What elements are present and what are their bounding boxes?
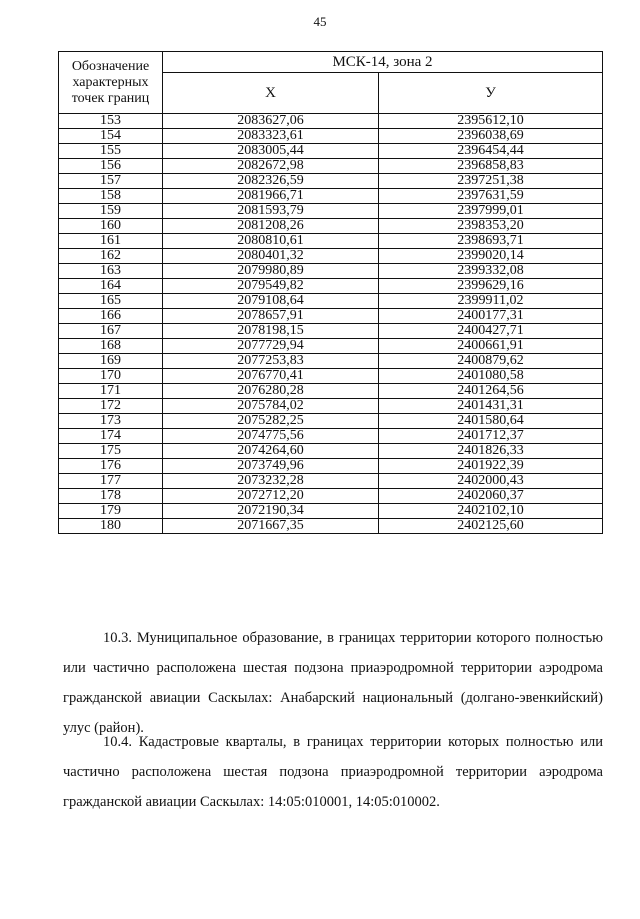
- table-row: [59, 489, 603, 504]
- table-row: [59, 219, 603, 234]
- x-cell: 2079549,82: [163, 279, 379, 294]
- table-row: [59, 189, 603, 204]
- y-cell: 2397251,38: [379, 174, 603, 189]
- x-cell: 2078657,91: [163, 309, 379, 324]
- y-cell: 2396858,83: [379, 159, 603, 174]
- table-row: [59, 174, 603, 189]
- x-cell: 2074775,56: [163, 429, 379, 444]
- x-cell: 2073232,28: [163, 474, 379, 489]
- y-cell: 2399629,16: [379, 279, 603, 294]
- point-id-cell: 159: [59, 204, 163, 219]
- table-row: [59, 234, 603, 249]
- x-cell: 2072712,20: [163, 489, 379, 504]
- point-id-cell: 168: [59, 339, 163, 354]
- paragraph-cadastral-quarters: 10.4. Кадастровые кварталы, в границах территории которых полностью или частично расположена шестая подзона приаэродромной территории аэродрома гражданской авиации Саскылах: 14:05:010001, 14:05:010002.: [63, 734, 603, 810]
- point-id-cell: 172: [59, 399, 163, 414]
- x-cell: 2081966,71: [163, 189, 379, 204]
- point-id-cell: 176: [59, 459, 163, 474]
- point-id-cell: 171: [59, 384, 163, 399]
- x-cell: 2082326,59: [163, 174, 379, 189]
- y-cell: 2400661,91: [379, 339, 603, 354]
- x-cell: 2081593,79: [163, 204, 379, 219]
- table-row: [59, 294, 603, 309]
- y-cell: 2402060,37: [379, 489, 603, 504]
- point-id-cell: 162: [59, 249, 163, 264]
- y-cell: 2396038,69: [379, 129, 603, 144]
- point-id-cell: 164: [59, 279, 163, 294]
- table-row: [59, 249, 603, 264]
- y-cell: 2400427,71: [379, 324, 603, 339]
- x-cell: 2077253,83: [163, 354, 379, 369]
- table-row: [59, 384, 603, 399]
- y-cell: 2401264,56: [379, 384, 603, 399]
- x-cell: 2080810,61: [163, 234, 379, 249]
- point-id-cell: 161: [59, 234, 163, 249]
- table-row: [59, 159, 603, 174]
- y-cell: 2399911,02: [379, 294, 603, 309]
- y-cell: 2401922,39: [379, 459, 603, 474]
- x-cell: 2083627,06: [163, 114, 379, 129]
- x-cell: 2082672,98: [163, 159, 379, 174]
- point-id-cell: 154: [59, 129, 163, 144]
- y-cell: 2398353,20: [379, 219, 603, 234]
- x-cell: 2074264,60: [163, 444, 379, 459]
- y-cell: 2400177,31: [379, 309, 603, 324]
- y-cell: 2396454,44: [379, 144, 603, 159]
- table-row: [59, 354, 603, 369]
- x-cell: 2083323,61: [163, 129, 379, 144]
- y-cell: 2397999,01: [379, 204, 603, 219]
- x-cell: 2073749,96: [163, 459, 379, 474]
- table-row: [59, 204, 603, 219]
- point-id-cell: 179: [59, 504, 163, 519]
- point-id-cell: 167: [59, 324, 163, 339]
- y-cell: 2402102,10: [379, 504, 603, 519]
- point-id-cell: 175: [59, 444, 163, 459]
- table-row: [59, 399, 603, 414]
- y-cell: 2402000,43: [379, 474, 603, 489]
- y-cell: 2399332,08: [379, 264, 603, 279]
- paragraph-municipality: 10.3. Муниципальное образование, в границах территории которого полностью или частично расположена шестая подзона приаэродромной территории аэродрома гражданской авиации Саскылах: Анабарский национальный (долгано-эвенкийский) улус (район).: [63, 630, 603, 736]
- point-id-cell: 158: [59, 189, 163, 204]
- table-row: [59, 504, 603, 519]
- table-row: [59, 144, 603, 159]
- x-cell: 2079980,89: [163, 264, 379, 279]
- y-cell: 2398693,71: [379, 234, 603, 249]
- x-cell: 2075784,02: [163, 399, 379, 414]
- x-cell: 2081208,26: [163, 219, 379, 234]
- point-id-cell: 174: [59, 429, 163, 444]
- header-point-designation: Обозначение характерных точек границ: [59, 52, 163, 114]
- header-x: X: [163, 73, 379, 114]
- point-id-cell: 177: [59, 474, 163, 489]
- point-id-cell: 180: [59, 519, 163, 534]
- y-cell: 2401080,58: [379, 369, 603, 384]
- point-id-cell: 153: [59, 114, 163, 129]
- table-row: [59, 474, 603, 489]
- table-row: [59, 459, 603, 474]
- x-cell: 2079108,64: [163, 294, 379, 309]
- y-cell: 2401580,64: [379, 414, 603, 429]
- x-cell: 2071667,35: [163, 519, 379, 534]
- y-cell: 2397631,59: [379, 189, 603, 204]
- table-row: [59, 444, 603, 459]
- table-row: [59, 339, 603, 354]
- point-id-cell: 169: [59, 354, 163, 369]
- y-cell: 2395612,10: [379, 114, 603, 129]
- y-cell: 2401431,31: [379, 399, 603, 414]
- point-id-cell: 165: [59, 294, 163, 309]
- x-cell: 2080401,32: [163, 249, 379, 264]
- y-cell: 2401712,37: [379, 429, 603, 444]
- point-id-cell: 157: [59, 174, 163, 189]
- table-row: [59, 429, 603, 444]
- point-id-cell: 170: [59, 369, 163, 384]
- point-id-cell: 173: [59, 414, 163, 429]
- table-row: [59, 129, 603, 144]
- coordinates-table: [58, 51, 603, 534]
- x-cell: 2076280,28: [163, 384, 379, 399]
- table-row: [59, 279, 603, 294]
- point-id-cell: 178: [59, 489, 163, 504]
- x-cell: 2078198,15: [163, 324, 379, 339]
- table-row: [59, 309, 603, 324]
- x-cell: 2077729,94: [163, 339, 379, 354]
- x-cell: 2083005,44: [163, 144, 379, 159]
- x-cell: 2076770,41: [163, 369, 379, 384]
- table-row: [59, 114, 603, 129]
- header-y: У: [379, 73, 603, 114]
- table-row: [59, 324, 603, 339]
- table-row: [59, 414, 603, 429]
- y-cell: 2399020,14: [379, 249, 603, 264]
- point-id-cell: 166: [59, 309, 163, 324]
- point-id-cell: 163: [59, 264, 163, 279]
- table-row: [59, 264, 603, 279]
- x-cell: 2072190,34: [163, 504, 379, 519]
- table-row: [59, 519, 603, 534]
- point-id-cell: 160: [59, 219, 163, 234]
- y-cell: 2401826,33: [379, 444, 603, 459]
- y-cell: 2402125,60: [379, 519, 603, 534]
- header-coordinate-system: МСК-14, зона 2: [163, 52, 603, 73]
- x-cell: 2075282,25: [163, 414, 379, 429]
- point-id-cell: 156: [59, 159, 163, 174]
- table-row: [59, 369, 603, 384]
- y-cell: 2400879,62: [379, 354, 603, 369]
- page-number: 45: [313, 14, 327, 29]
- point-id-cell: 155: [59, 144, 163, 159]
